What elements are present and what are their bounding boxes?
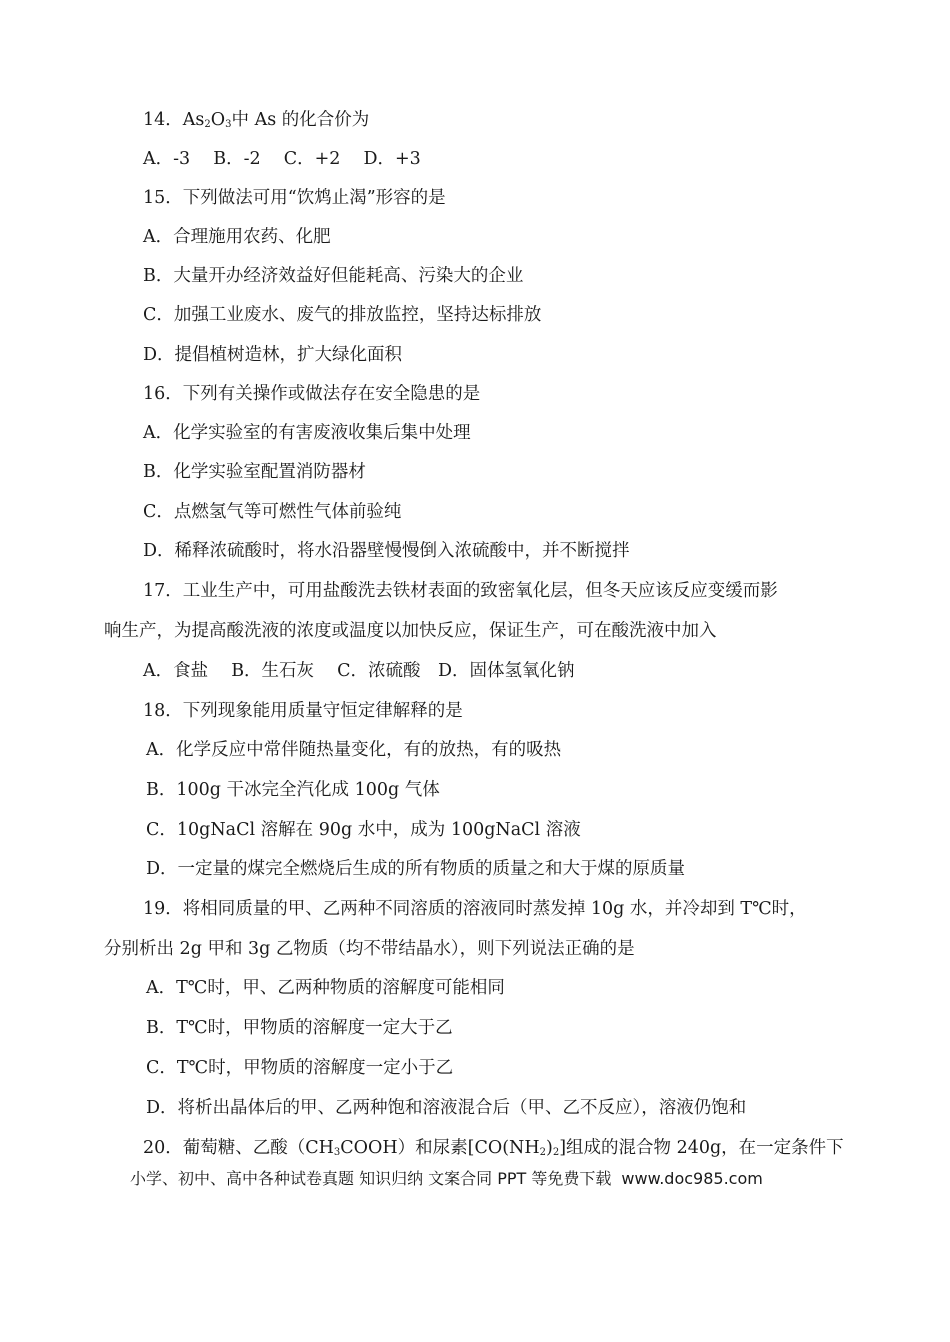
q14-number: 14． — [143, 110, 183, 130]
q20-text: COOH）和尿素[CO(NH — [340, 1138, 540, 1158]
q19-option-a: A．T℃时，甲、乙两种物质的溶解度可能相同 — [146, 978, 505, 998]
footer-link[interactable]: www.doc985.com — [621, 1169, 763, 1188]
q17-stem-line2: 响生产，为提高酸洗液的浓度或温度以加快反应，保证生产，可在酸洗液中加入 — [104, 621, 717, 641]
q19-stem-line2: 分别析出 2g 甲和 3g 乙物质（均不带结晶水），则下列说法正确的是 — [104, 939, 635, 959]
q14-subscript: 2 — [204, 119, 211, 130]
q16-option-c: C．点燃氢气等可燃性气体前验纯 — [143, 502, 402, 522]
q16-option-d: D．稀释浓硫酸时，将水沿器壁慢慢倒入浓硫酸中，并不断搅拌 — [143, 541, 630, 561]
q18-option-b: B．100g 干冰完全汽化成 100g 气体 — [146, 780, 440, 800]
q18-option-a: A．化学反应中常伴随热量变化，有的放热，有的吸热 — [146, 740, 562, 760]
q14-text: As — [182, 110, 205, 130]
q14-text: O — [210, 110, 226, 130]
q20-subscript: 3 — [333, 1147, 341, 1158]
q14-stem — [143, 108, 369, 137]
q20-stem — [143, 1136, 844, 1165]
q16-option-a: A．化学实验室的有害废液收集后集中处理 — [143, 423, 471, 443]
q17-options: A．食盐 B．生石灰 C．浓硫酸 D．固体氢氧化钠 — [143, 661, 575, 681]
footer-text: 小学、初中、高中各种试卷真题 知识归纳 文案合同 PPT 等免费下载 — [130, 1169, 612, 1188]
q19-option-c: C．T℃时，甲物质的溶解度一定小于乙 — [146, 1058, 454, 1078]
q20-subscript: 2 — [539, 1147, 546, 1158]
q15-option-c: C．加强工业废水、废气的排放监控，坚持达标排放 — [143, 305, 542, 325]
q18-option-d: D．一定量的煤完全燃烧后生成的所有物质的质量之和大于煤的原质量 — [146, 859, 686, 879]
q16-option-b: B．化学实验室配置消防器材 — [143, 462, 366, 482]
q20-text: ]组成的混合物 240g，在一定条件下 — [559, 1138, 844, 1158]
q17-stem-line1: 17．工业生产中，可用盐酸洗去铁材表面的致密氧化层，但冬天应该反应变缓而影 — [143, 581, 778, 601]
q18-option-c: C．10gNaCl 溶解在 90g 水中，成为 100gNaCl 溶液 — [146, 820, 581, 840]
q18-stem: 18．下列现象能用质量守恒定律解释的是 — [143, 701, 463, 721]
q14-options: A．-3 B．-2 C．+2 D．+3 — [143, 149, 421, 169]
q19-stem-line1: 19．将相同质量的甲、乙两种不同溶质的溶液同时蒸发掉 10g 水，并冷却到 T℃时， — [143, 899, 807, 919]
q14-subscript: 3 — [225, 119, 232, 130]
q16-stem: 16．下列有关操作或做法存在安全隐患的是 — [143, 384, 481, 404]
q15-option-a: A．合理施用农药、化肥 — [143, 227, 331, 247]
q15-stem: 15．下列做法可用“饮鸩止渴”形容的是 — [143, 188, 446, 208]
q15-option-d: D．提倡植树造林，扩大绿化面积 — [143, 345, 403, 365]
q15-option-b: B．大量开办经济效益好但能耗高、污染大的企业 — [143, 266, 524, 286]
q20-subscript: 2 — [552, 1147, 560, 1158]
q20-text: ) — [545, 1138, 553, 1158]
q20-text: 20．葡萄糖、乙酸（CH — [143, 1138, 334, 1158]
q14-text: 中 As 的化合价为 — [231, 110, 370, 130]
q19-option-b: B．T℃时，甲物质的溶解度一定大于乙 — [146, 1018, 453, 1038]
page-footer — [130, 1166, 763, 1189]
q19-option-d: D．将析出晶体后的甲、乙两种饱和溶液混合后（甲、乙不反应），溶液仍饱和 — [146, 1098, 747, 1118]
